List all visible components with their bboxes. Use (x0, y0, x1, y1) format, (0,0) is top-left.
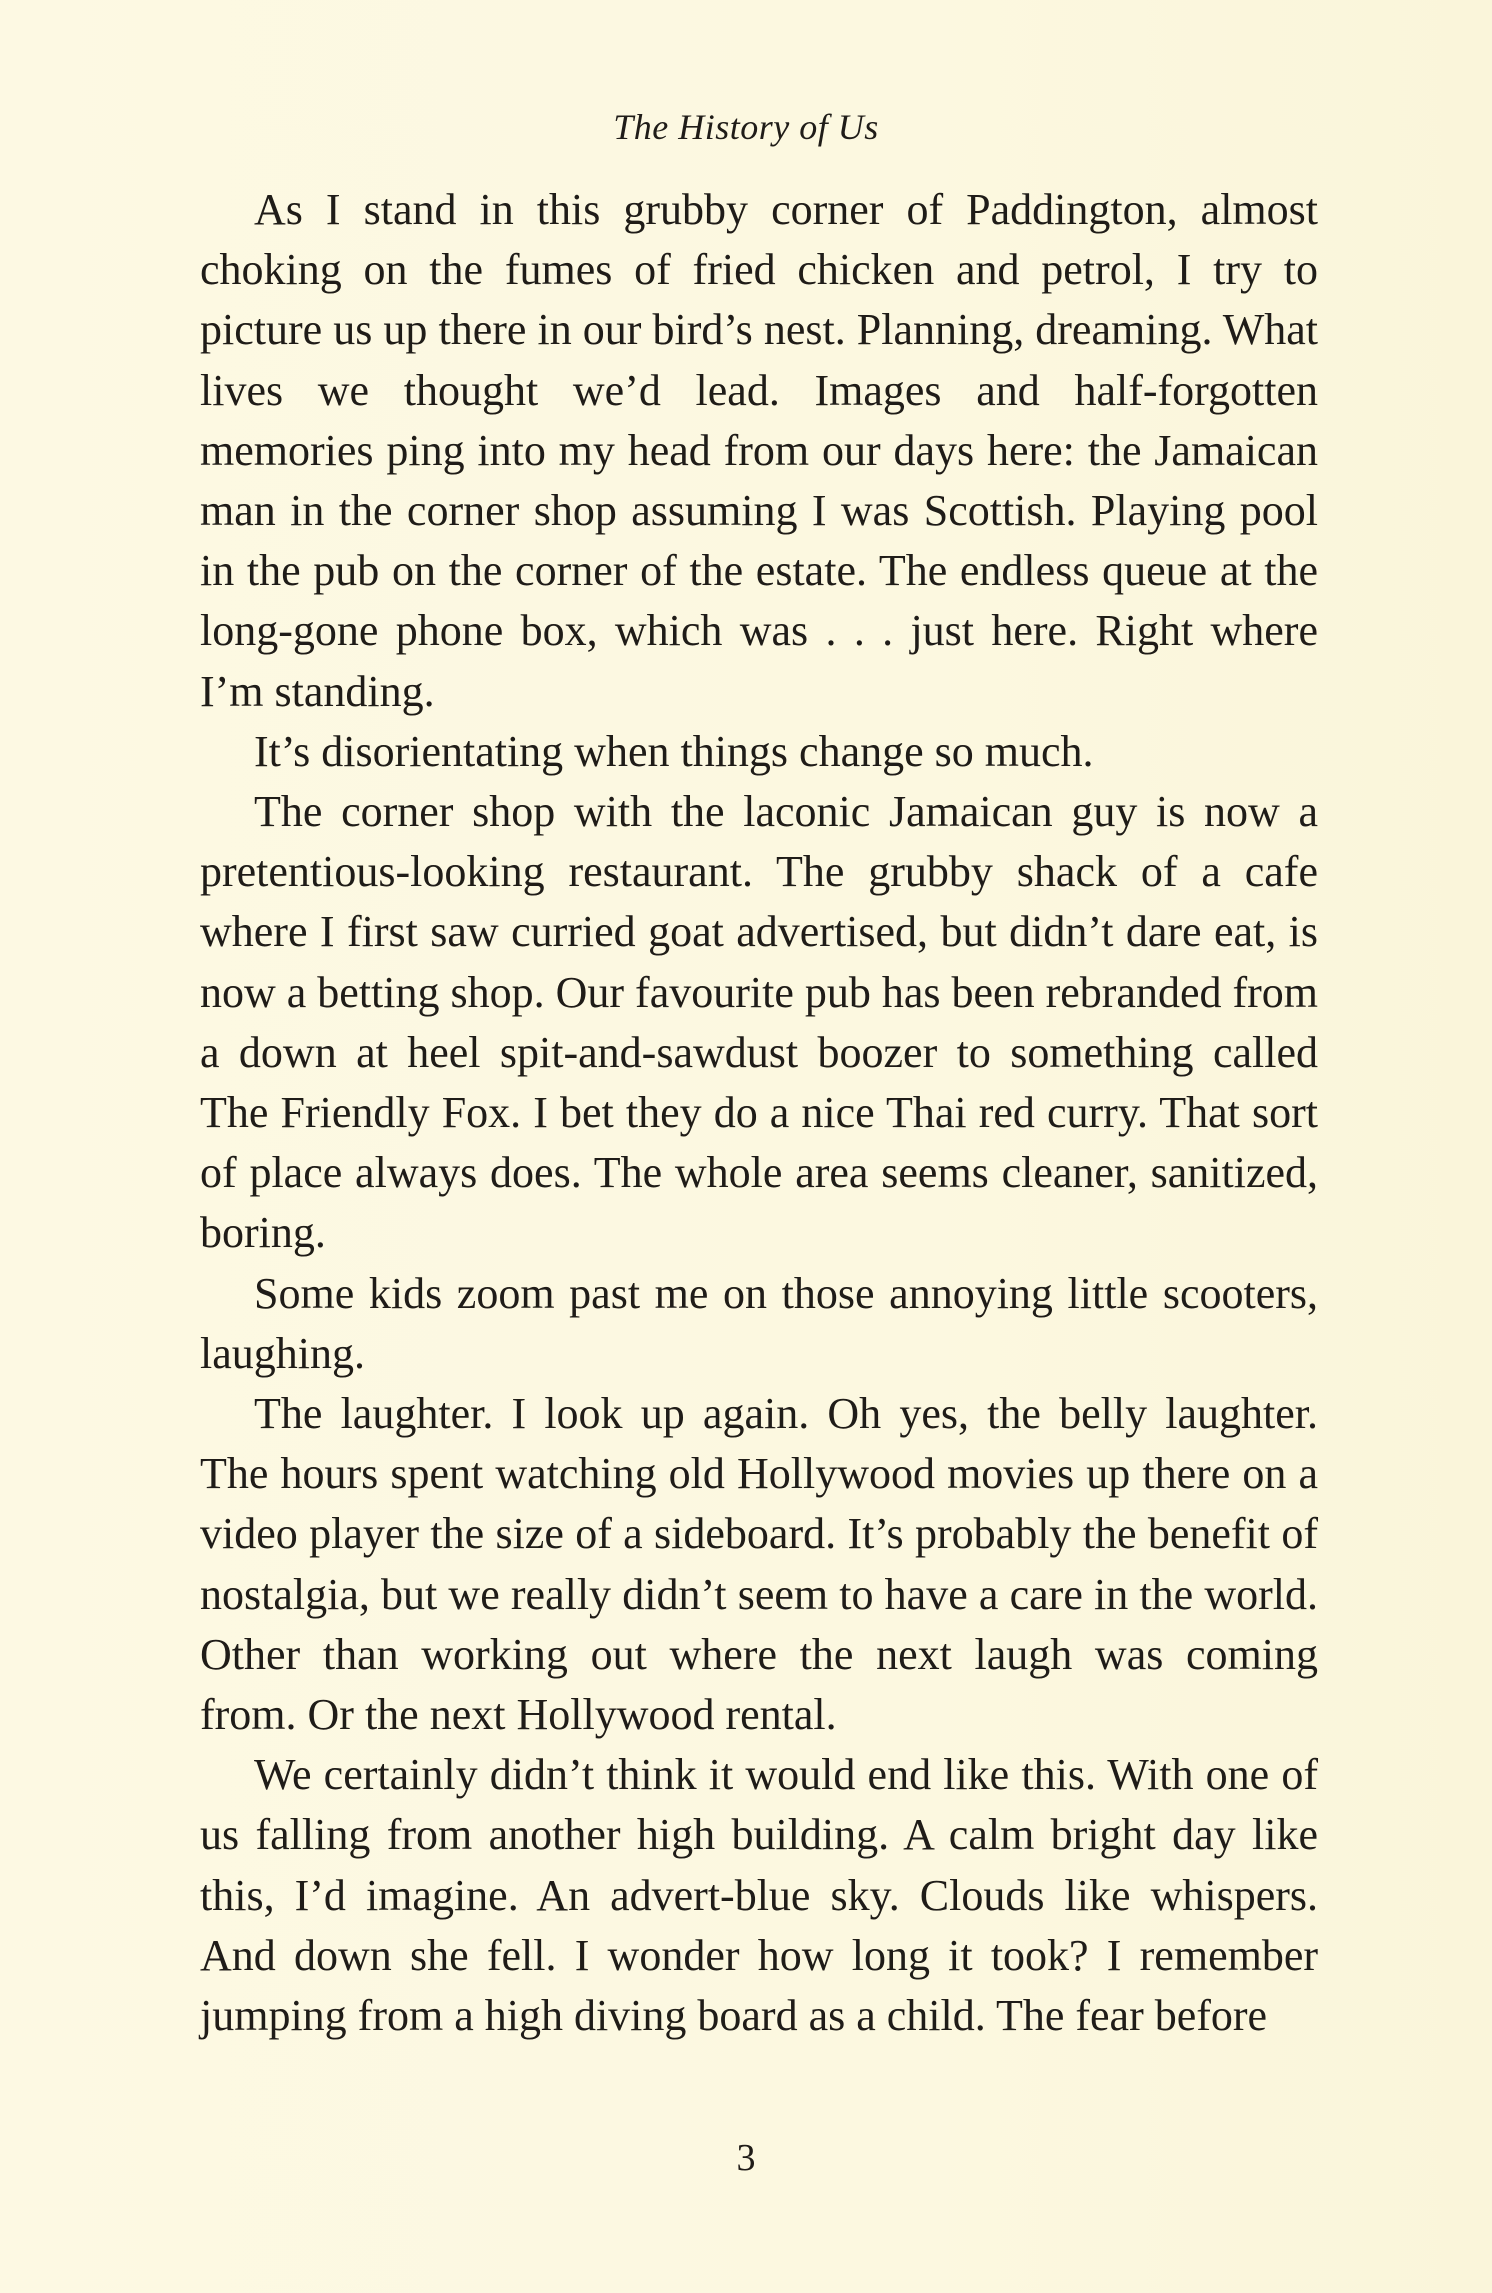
body-text (200, 180, 1318, 2046)
paragraph: It’s disorientating when things change so much. (254, 726, 1094, 776)
paragraph: The corner shop with the laconic Jamaican guy is now a pretentious-looking restaurant. The grubby shack of a cafe where I first saw curried goat advertised, but didn’t dare eat, is now a betting shop. Our favourite pub has been rebranded from a down at heel spit-and-sawdust boozer to something called The Friendly Fox. I bet they do a nice Thai red curry. That sort of place always does. The whole area seems cleaner, sanitized, boring. (200, 787, 1319, 1258)
running-head: The History of Us (613, 107, 879, 147)
paragraph: As I stand in this grubby corner of Paddington, almost choking on the fumes of fried chicken and petrol, I try to picture us up there in our bird’s nest. Planning, dreaming. What lives we thought we’d lead. Images and half-forgotten memories ping into my head from our days here: the Jamaican man in the corner shop assuming I was Scottish. Playing pool in the pub on the corner of the estate. The endless queue at the long-gone phone box, which was . . . just here. Right where I’m standing. (200, 185, 1318, 716)
paragraph: Some kids zoom past me on those annoying little scooters, laughing. (200, 1268, 1318, 1378)
paragraph: We certainly didn’t think it would end like this. With one of us falling from another high building. A calm bright day like this, I’d imagine. An advert-blue sky. Clouds like whispers. And down she fell. I wonder how long it took? I remember jumping from a high diving board as a child. The fear before (200, 1750, 1318, 2041)
page-number: 3 (736, 2137, 756, 2179)
paragraph: The laughter. I look up again. Oh yes, the belly laughter. The hours spent watching old Hollywood movies up there on a video player the size of a sideboard. It’s probably the benefit of nostalgia, but we really didn’t seem to have a care in the world. Other than working out where the next laugh was coming from. Or the next Hollywood rental. (200, 1389, 1318, 1740)
